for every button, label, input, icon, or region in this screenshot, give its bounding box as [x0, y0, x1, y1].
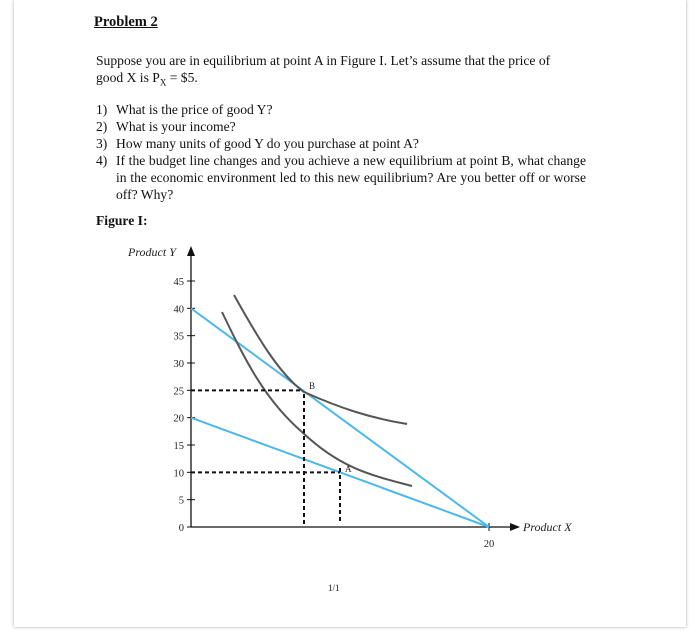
- point-label: A: [345, 464, 352, 474]
- question-item: 1) What is the price of good Y?: [96, 102, 273, 117]
- x-tick-label: 20: [483, 539, 495, 550]
- y-axis-label: Product Y: [128, 245, 176, 259]
- y-tick-label: 10: [173, 468, 184, 480]
- price-subscript: X: [159, 77, 167, 88]
- y-tick-label: 20: [173, 413, 184, 425]
- page-number: 1/1: [328, 583, 340, 593]
- y-tick-label: 5: [178, 495, 184, 507]
- x-axis-label: Product X: [523, 520, 572, 534]
- y-tick-label: 25: [173, 386, 184, 398]
- question-item: 4) If the budget line changes and you achieve a new equilibrium at point B, what change in the economic environment led to this new equilibrium? Are you better off or worse off? Why?: [96, 153, 586, 202]
- y-tick-label: 45: [173, 277, 184, 288]
- figure-label: Figure I:: [96, 213, 148, 228]
- y-tick-label: 30: [173, 359, 184, 370]
- y-tick-label: 40: [173, 304, 184, 316]
- point-label: B: [309, 381, 316, 391]
- intro-line-2: good X is $P_X$ = $5.: [96, 70, 198, 88]
- intro-line-1: Suppose you are in equilibrium at point A in Figure I. Let’s assume that the price of: [96, 53, 551, 68]
- x-axis-arrow: [510, 523, 520, 531]
- problem-title: Problem 2: [94, 14, 158, 30]
- y-tick-label: 15: [173, 441, 184, 452]
- y-tick-label: 35: [173, 331, 184, 343]
- indifference-curve: [222, 312, 412, 486]
- question-item: 3) How many units of good Y do you purchase at point A?: [96, 136, 419, 151]
- y-axis-arrow: [187, 246, 195, 256]
- question-item: 2) What is your income?: [96, 119, 236, 134]
- y-tick-label: 0: [178, 523, 184, 534]
